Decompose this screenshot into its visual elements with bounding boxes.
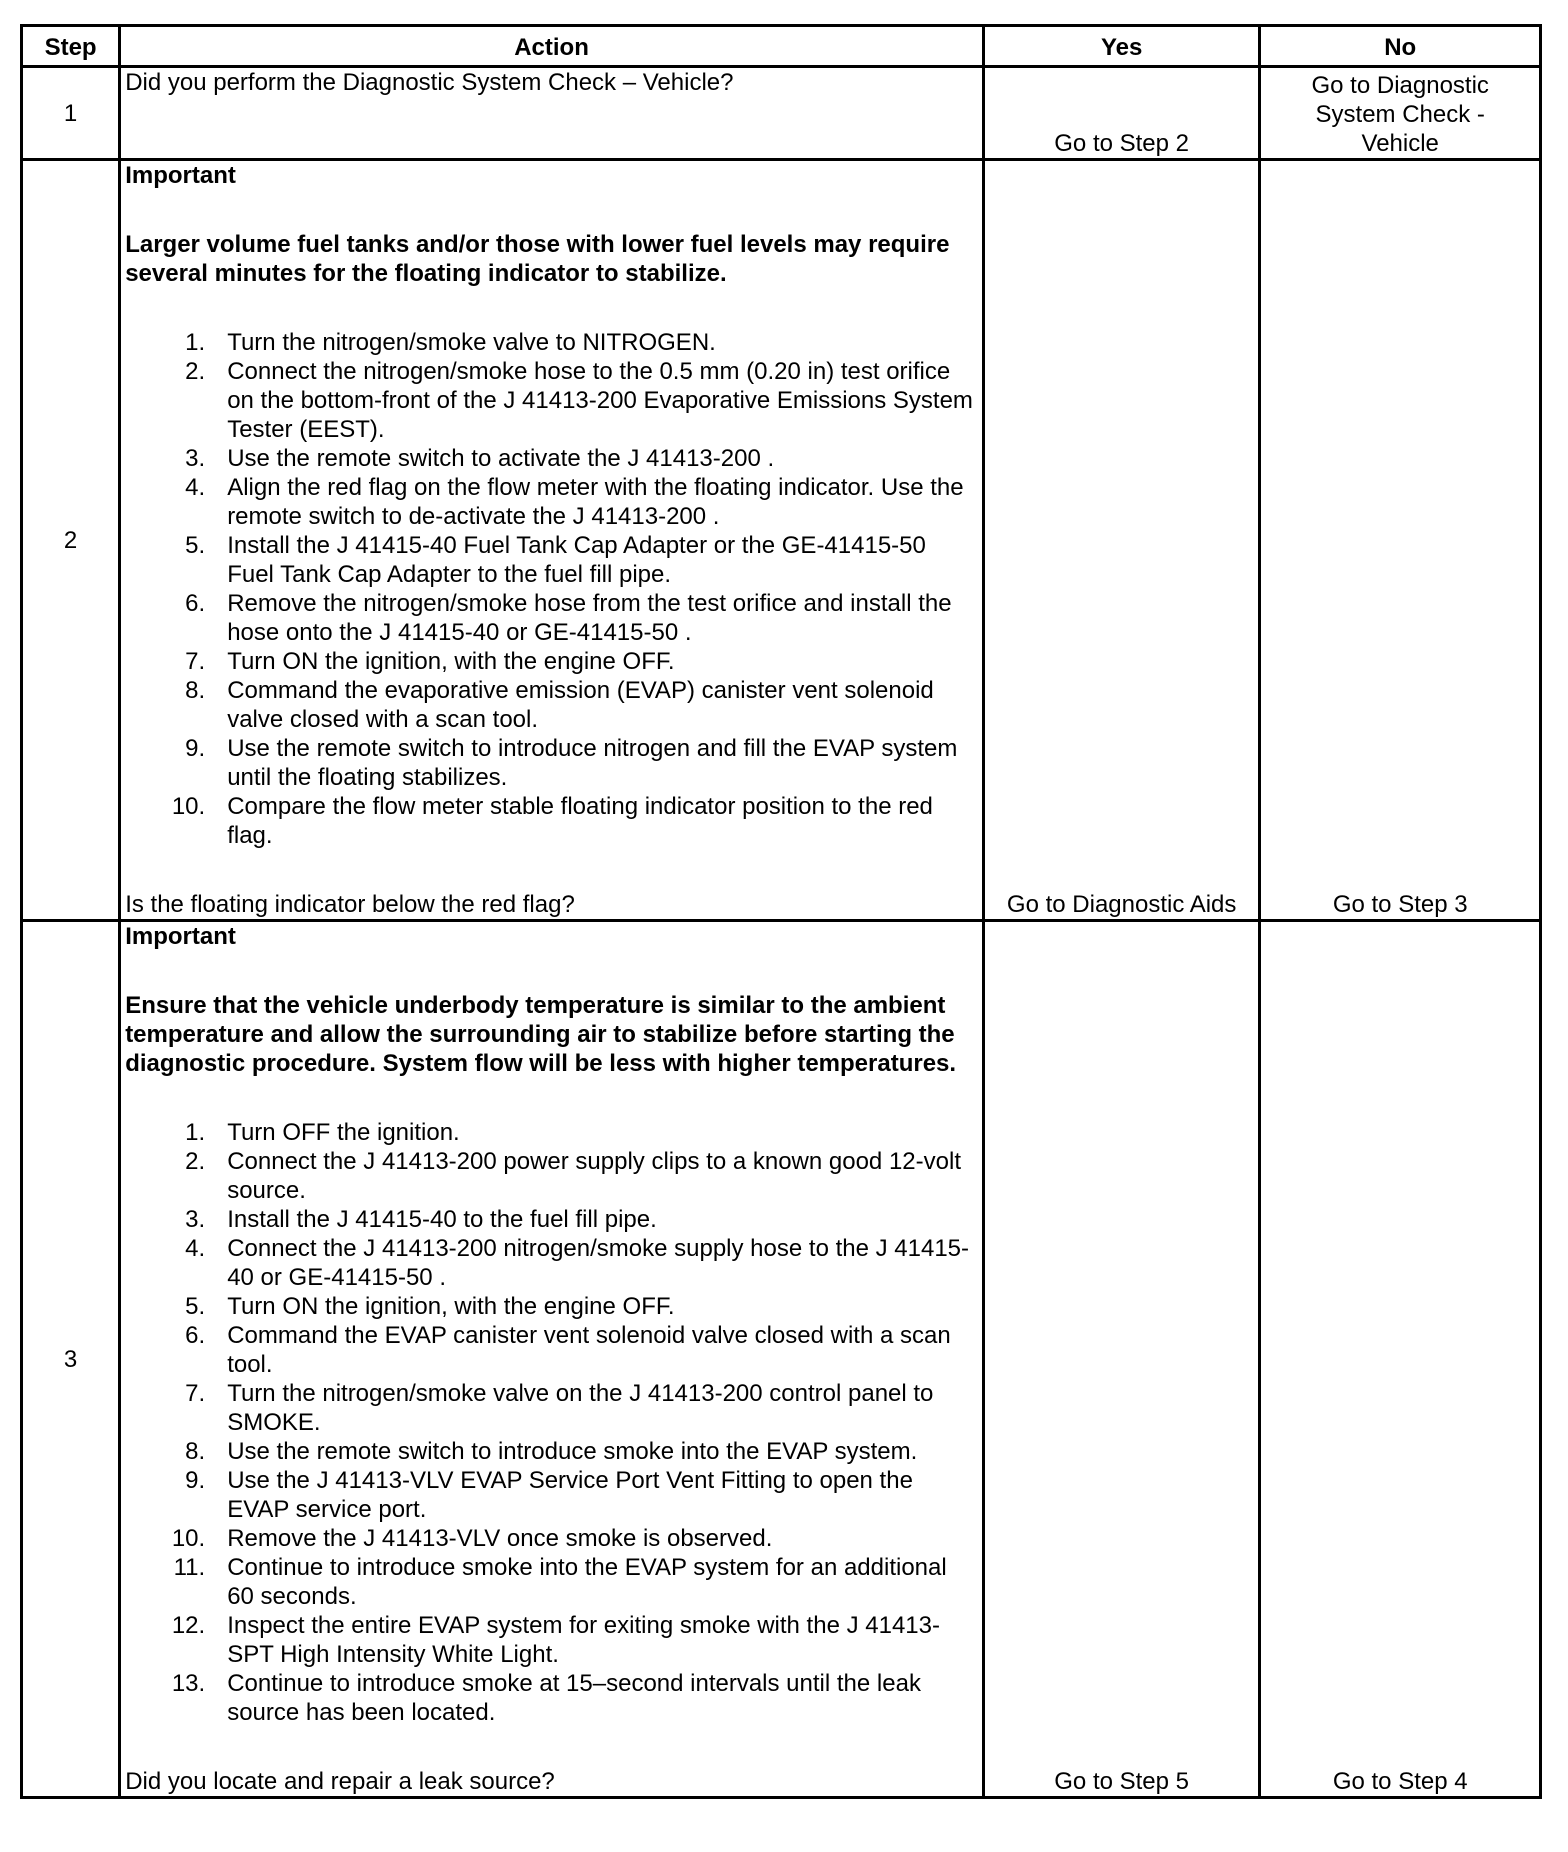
list-item bbox=[125, 589, 978, 647]
list-item-number: 7. bbox=[185, 648, 206, 675]
table-row-step-3 bbox=[22, 921, 1541, 1798]
list-item-text: Use the remote switch to introduce nitrogen and fill the EVAP system until the floating stabilizes. bbox=[227, 735, 958, 791]
action-cell bbox=[120, 160, 984, 921]
step-question: Is the floating indicator below the red flag? bbox=[125, 891, 575, 918]
list-item bbox=[125, 473, 978, 531]
list-item-text: Use the remote switch to activate the J 41413-200 . bbox=[227, 445, 775, 472]
important-title: Important bbox=[125, 923, 236, 950]
list-item-number: 4. bbox=[185, 474, 206, 501]
list-item-number: 10. bbox=[171, 1525, 206, 1552]
list-item-number: 4. bbox=[185, 1235, 206, 1262]
procedure-list bbox=[125, 1118, 978, 1727]
list-item bbox=[125, 1611, 978, 1669]
no-result: Go to Step 4 bbox=[1260, 921, 1541, 1798]
list-item-number: 9. bbox=[185, 1467, 206, 1494]
action-text: Did you perform the Diagnostic System Check – Vehicle? bbox=[120, 67, 984, 160]
no-result: Go to Step 3 bbox=[1260, 160, 1541, 921]
list-item bbox=[125, 1147, 978, 1205]
list-item bbox=[125, 1669, 978, 1727]
list-item-text: Inspect the entire EVAP system for exiting smoke with the J 41413-SPT High Intensity White Light. bbox=[227, 1612, 940, 1668]
header-step: Step bbox=[22, 26, 120, 67]
list-item-text: Compare the flow meter stable floating indicator position to the red flag. bbox=[227, 793, 933, 849]
list-item-number: 9. bbox=[185, 735, 206, 762]
header-row bbox=[22, 26, 1541, 67]
list-item-number: 13. bbox=[171, 1670, 206, 1697]
step-number: 1 bbox=[22, 67, 120, 160]
list-item bbox=[125, 734, 978, 792]
table-row-step-1 bbox=[22, 67, 1541, 160]
list-item-number: 11. bbox=[173, 1554, 206, 1581]
list-item-number: 8. bbox=[185, 677, 206, 704]
list-item-text: Use the J 41413-VLV EVAP Service Port Vent Fitting to open the EVAP service port. bbox=[227, 1467, 913, 1523]
list-item-text: Turn ON the ignition, with the engine OFF. bbox=[227, 1293, 675, 1320]
list-item-text: Remove the J 41413-VLV once smoke is observed. bbox=[227, 1525, 773, 1552]
list-item-number: 3. bbox=[185, 1206, 206, 1233]
list-item bbox=[125, 1437, 978, 1466]
step-question: Did you locate and repair a leak source? bbox=[125, 1768, 555, 1795]
list-item bbox=[125, 531, 978, 589]
list-item bbox=[125, 357, 978, 444]
list-item-number: 1. bbox=[185, 329, 206, 356]
no-result-line: System Check - bbox=[1315, 101, 1485, 128]
list-item-text: Command the evaporative emission (EVAP) canister vent solenoid valve closed with a scan tool. bbox=[227, 677, 934, 733]
step-number: 3 bbox=[22, 921, 120, 1798]
procedure-list bbox=[125, 328, 978, 850]
list-item-number: 7. bbox=[185, 1380, 206, 1407]
list-item-number: 6. bbox=[185, 590, 206, 617]
step-number: 2 bbox=[22, 160, 120, 921]
important-note: Ensure that the vehicle underbody temperature is similar to the ambient temperature and allow the surrounding air to stabilize before starting the diagnostic procedure. System flow will be less with higher temperatures. bbox=[125, 992, 957, 1077]
list-item-text: Continue to introduce smoke into the EVAP system for an additional 60 seconds. bbox=[227, 1554, 947, 1610]
list-item bbox=[125, 1292, 978, 1321]
list-item-text: Connect the nitrogen/smoke hose to the 0.5 mm (0.20 in) test orifice on the bottom-front of the J 41413-200 Evaporative Emissions System Tester (EEST). bbox=[227, 358, 973, 443]
important-note: Larger volume fuel tanks and/or those with lower fuel levels may require several minutes for the floating indicator to stabilize. bbox=[125, 231, 950, 287]
list-item-number: 12. bbox=[171, 1612, 206, 1639]
yes-result: Go to Step 5 bbox=[983, 921, 1260, 1798]
list-item-text: Connect the J 41413-200 nitrogen/smoke supply hose to the J 41415-40 or GE-41415-50 . bbox=[227, 1235, 970, 1291]
list-item bbox=[125, 1321, 978, 1379]
list-item-text: Install the J 41415-40 Fuel Tank Cap Adapter or the GE-41415-50 Fuel Tank Cap Adapter to the fuel fill pipe. bbox=[227, 532, 926, 588]
list-item-number: 3. bbox=[185, 445, 206, 472]
list-item bbox=[125, 647, 978, 676]
no-result-line: Vehicle bbox=[1361, 130, 1439, 157]
list-item bbox=[125, 1118, 978, 1147]
list-item-text: Turn ON the ignition, with the engine OFF. bbox=[227, 648, 675, 675]
list-item bbox=[125, 1553, 978, 1611]
list-item bbox=[125, 1379, 978, 1437]
no-result bbox=[1260, 67, 1541, 160]
no-result-line: Go to Diagnostic bbox=[1311, 72, 1489, 99]
list-item-number: 6. bbox=[185, 1322, 206, 1349]
list-item-text: Continue to introduce smoke at 15–second intervals until the leak source has been located. bbox=[227, 1670, 921, 1726]
list-item-number: 2. bbox=[185, 1148, 206, 1175]
important-title: Important bbox=[125, 162, 236, 189]
list-item bbox=[125, 444, 978, 473]
list-item-text: Use the remote switch to introduce smoke into the EVAP system. bbox=[227, 1438, 918, 1465]
list-item-text: Install the J 41415-40 to the fuel fill pipe. bbox=[227, 1206, 657, 1233]
header-action: Action bbox=[120, 26, 984, 67]
yes-result: Go to Step 2 bbox=[983, 67, 1260, 160]
list-item-number: 2. bbox=[185, 358, 206, 385]
list-item-number: 5. bbox=[185, 532, 206, 559]
list-item-text: Connect the J 41413-200 power supply clips to a known good 12-volt source. bbox=[227, 1148, 961, 1204]
list-item bbox=[125, 1205, 978, 1234]
list-item-text: Remove the nitrogen/smoke hose from the test orifice and install the hose onto the J 41415-40 or GE-41415-50 . bbox=[227, 590, 952, 646]
list-item bbox=[125, 1234, 978, 1292]
table-row-step-2 bbox=[22, 160, 1541, 921]
list-item-text: Turn the nitrogen/smoke valve on the J 41413-200 control panel to SMOKE. bbox=[227, 1380, 934, 1436]
list-item-text: Align the red flag on the flow meter with the floating indicator. Use the remote switch to de-activate the J 41413-200 . bbox=[227, 474, 964, 530]
list-item-number: 8. bbox=[185, 1438, 206, 1465]
list-item-text: Turn the nitrogen/smoke valve to NITROGEN. bbox=[227, 329, 716, 356]
header-yes: Yes bbox=[983, 26, 1260, 67]
list-item-number: 1. bbox=[185, 1119, 206, 1146]
list-item bbox=[125, 328, 978, 357]
list-item bbox=[125, 1524, 978, 1553]
list-item-number: 10. bbox=[171, 793, 206, 820]
list-item bbox=[125, 1466, 978, 1524]
list-item-text: Turn OFF the ignition. bbox=[227, 1119, 460, 1146]
header-no: No bbox=[1260, 26, 1541, 67]
list-item bbox=[125, 792, 978, 850]
action-cell bbox=[120, 921, 984, 1798]
list-item bbox=[125, 676, 978, 734]
yes-result: Go to Diagnostic Aids bbox=[983, 160, 1260, 921]
list-item-number: 5. bbox=[185, 1293, 206, 1320]
list-item-text: Command the EVAP canister vent solenoid valve closed with a scan tool. bbox=[227, 1322, 951, 1378]
diagnostic-table bbox=[20, 24, 1542, 1799]
